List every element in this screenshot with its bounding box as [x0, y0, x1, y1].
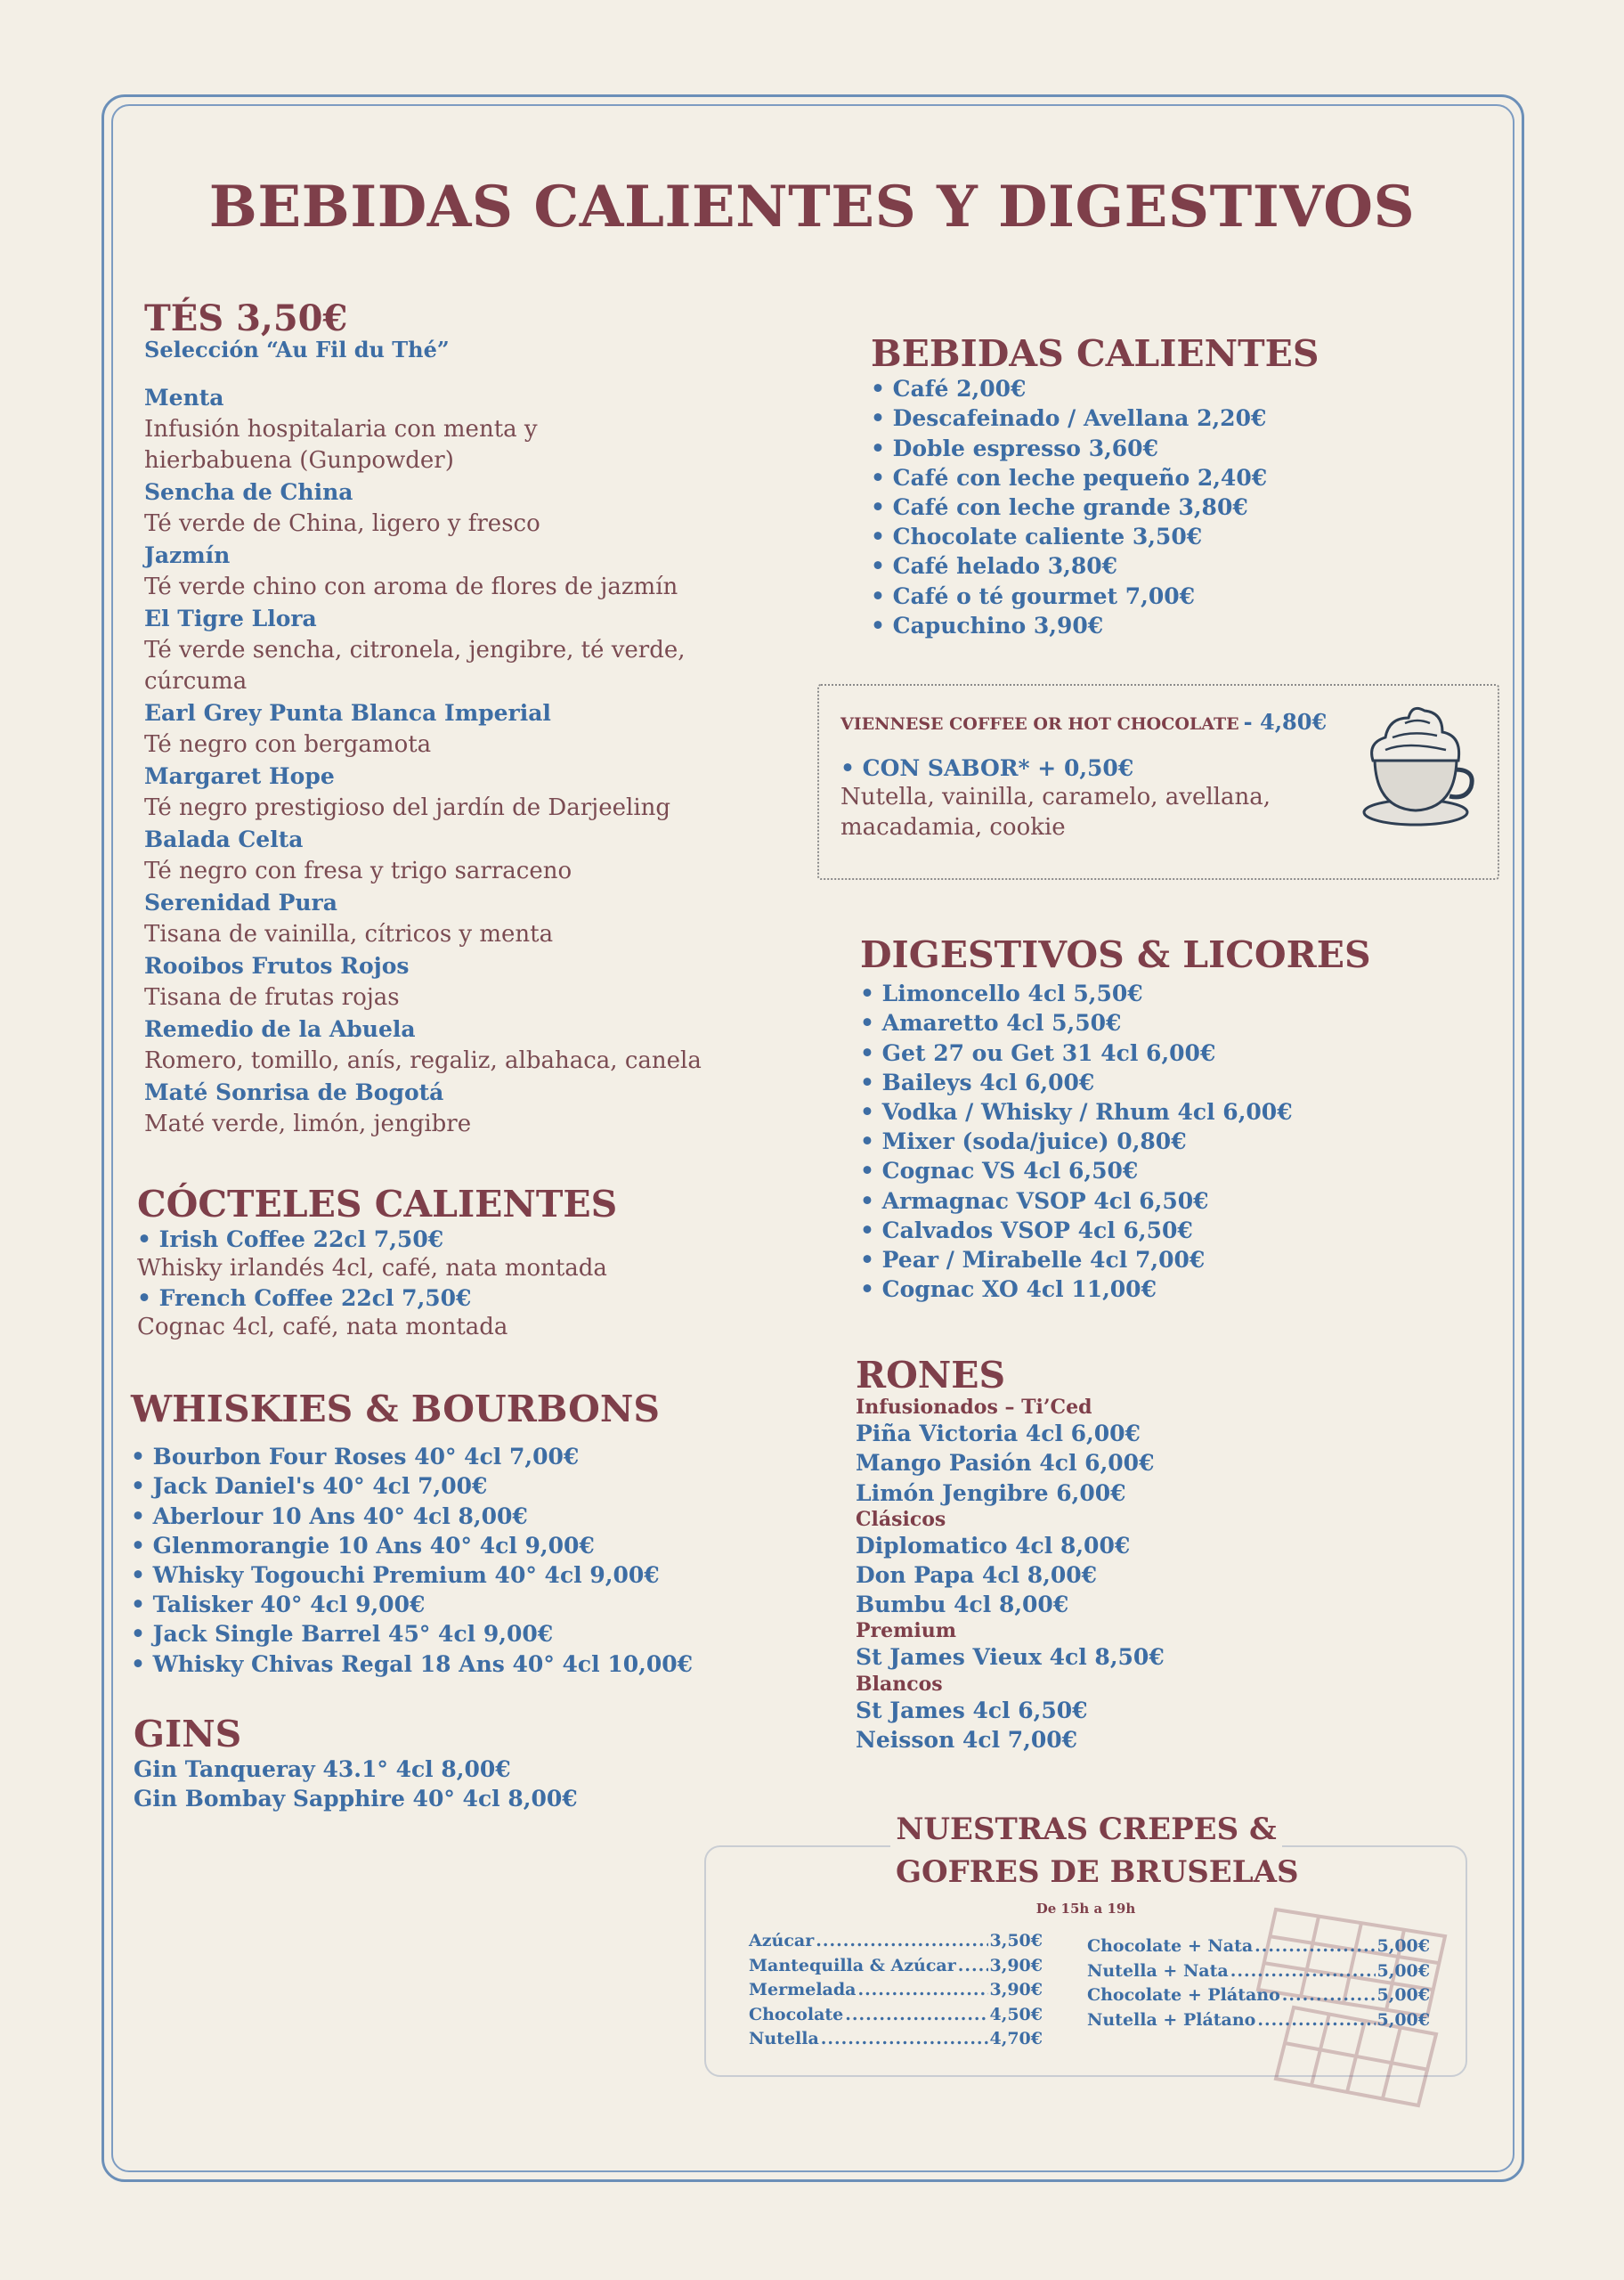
crepe-item [1087, 1983, 1430, 2008]
hot-drink-item: • Café con leche pequeño 2,40€ [871, 464, 1268, 491]
whisky-item: • Whisky Chivas Regal 18 Ans 40° 4cl 10,00€ [131, 1650, 694, 1677]
leader-dots [1257, 2008, 1375, 2033]
crepe-name: Nutella + Nata [1087, 1960, 1229, 1981]
cocktails-heading: CÓCTELES CALIENTES [137, 1183, 618, 1226]
crepe-item [1087, 1959, 1430, 1984]
teas-list [144, 382, 714, 1140]
leader-dots [1230, 1959, 1376, 1984]
rums-section [856, 1356, 1443, 1755]
leader-dots [816, 1929, 987, 1954]
tea-desc: Tisana de vainilla, cítricos y menta [144, 921, 554, 948]
whisky-item: • Glenmorangie 10 Ans 40° 4cl 9,00€ [131, 1532, 595, 1559]
teas-heading: TÉS 3,50€ [144, 297, 348, 339]
crepes-heading [890, 1808, 1299, 1893]
tea-name: Remedio de la Abuela [144, 1016, 416, 1042]
whisky-item: • Bourbon Four Roses 40° 4cl 7,00€ [131, 1444, 580, 1470]
crepe-price: 4,70€ [989, 2029, 1043, 2048]
tea-item [144, 382, 714, 476]
tea-desc: Infusión hospitalaria con menta y hierbabuena (Gunpowder) [144, 416, 538, 474]
tea-item [144, 540, 714, 603]
tea-desc: Té verde chino con aroma de flores de jazmín [144, 574, 678, 600]
cocktail-desc: Cognac 4cl, café, nata montada [137, 1314, 508, 1341]
leader-dots [1282, 1983, 1376, 2008]
hot-drink-item: • Café 2,00€ [871, 376, 1027, 403]
rum-item: Piña Victoria 4cl 6,00€ [856, 1421, 1141, 1447]
rum-item: Limón Jengibre 6,00€ [856, 1479, 1126, 1506]
crepe-price: 3,90€ [989, 1980, 1043, 1999]
coffee-cup-icon [1353, 698, 1478, 832]
tea-item [144, 887, 714, 950]
leader-dots [857, 1978, 987, 2003]
tea-desc: Romero, tomillo, anís, regaliz, albahaca, canela [144, 1047, 702, 1074]
crepe-name: Chocolate [749, 2004, 844, 2024]
crepes-left-list [749, 1929, 1043, 2052]
rum-item: Neisson 4cl 7,00€ [856, 1726, 1078, 1753]
crepe-item [749, 2003, 1043, 2028]
crepe-item [749, 1929, 1043, 1954]
tea-item [144, 603, 714, 697]
hot-drinks-heading: BEBIDAS CALIENTES [871, 332, 1320, 375]
crepe-name: Mantequilla & Azúcar [749, 1955, 956, 1975]
crepe-price: 5,00€ [1376, 1960, 1430, 1981]
tea-desc: Té negro prestigioso del jardín de Darjeeling [144, 794, 671, 821]
tea-item [144, 761, 714, 824]
leader-dots [821, 2027, 988, 2052]
rum-group-label: Infusionados – Ti’Ced [856, 1396, 1092, 1420]
whisky-item: • Jack Single Barrel 45° 4cl 9,00€ [131, 1621, 554, 1648]
leader-dots [845, 2003, 987, 2028]
teas-section [144, 299, 714, 1140]
crepe-item [749, 2027, 1043, 2052]
tea-name: Serenidad Pura [144, 890, 337, 916]
tea-name: Jazmín [144, 542, 231, 568]
whisky-item: • Aberlour 10 Ans 40° 4cl 8,00€ [131, 1502, 528, 1529]
digestives-section [860, 935, 1448, 1304]
rum-item: Mango Pasión 4cl 6,00€ [856, 1450, 1155, 1477]
rum-group-label: Clásicos [856, 1507, 946, 1531]
crepe-name: Azúcar [749, 1931, 815, 1950]
crepe-price: 3,90€ [989, 1955, 1043, 1975]
cocktails-section [137, 1185, 725, 1342]
tea-desc: Té verde sencha, citronela, jengibre, té verde, cúrcuma [144, 637, 686, 695]
crepe-name: Nutella + Plátano [1087, 2009, 1256, 2030]
digestive-item: • Get 27 ou Get 31 4cl 6,00€ [860, 1039, 1216, 1066]
hot-drink-item: • Café con leche grande 3,80€ [871, 493, 1248, 520]
digestive-item: • Vodka / Whisky / Rhum 4cl 6,00€ [860, 1098, 1293, 1125]
tea-item [144, 697, 714, 761]
crepe-price: 5,00€ [1376, 1936, 1430, 1956]
crepes-heading-line1: NUESTRAS CREPES & [896, 1812, 1277, 1847]
digestive-item: • Calvados VSOP 4cl 6,50€ [860, 1217, 1193, 1243]
digestive-item: • Limoncello 4cl 5,50€ [860, 981, 1143, 1007]
tea-name: Maté Sonrisa de Bogotá [144, 1079, 444, 1105]
hot-drinks-section [871, 334, 1449, 640]
gin-item: Gin Tanqueray 43.1° 4cl 8,00€ [134, 1756, 511, 1783]
digestive-item: • Cognac XO 4cl 11,00€ [860, 1276, 1157, 1303]
crepe-name: Chocolate + Plátano [1087, 1985, 1280, 2005]
tea-name: El Tigre Llora [144, 606, 317, 631]
hot-drink-item: • Descafeinado / Avellana 2,20€ [871, 405, 1267, 432]
whiskies-section [131, 1389, 736, 1679]
cocktail-desc: Whisky irlandés 4cl, café, nata montada [137, 1255, 607, 1282]
leader-dots [1255, 1934, 1375, 1959]
digestive-item: • Armagnac VSOP 4cl 6,50€ [860, 1187, 1209, 1214]
digestive-item: • Amaretto 4cl 5,50€ [860, 1010, 1122, 1037]
digestive-item: • Mixer (soda/juice) 0,80€ [860, 1128, 1187, 1155]
crepe-name: Nutella [749, 2029, 819, 2048]
tea-desc: Maté verde, limón, jengibre [144, 1111, 472, 1137]
hot-drink-item: • Café helado 3,80€ [871, 553, 1118, 580]
whisky-item: • Talisker 40° 4cl 9,00€ [131, 1592, 426, 1618]
page-title: BEBIDAS CALIENTES Y DIGESTIVOS [208, 174, 1416, 240]
rum-group-label: Premium [856, 1619, 957, 1643]
tea-name: Earl Grey Punta Blanca Imperial [144, 700, 551, 726]
hot-drink-item: • Doble espresso 3,60€ [871, 435, 1158, 461]
cocktail-name: • French Coffee 22cl 7,50€ [137, 1285, 472, 1312]
crepes-heading-line2: GOFRES DE BRUSELAS [896, 1854, 1299, 1890]
tea-name: Menta [144, 385, 224, 411]
digestive-item: • Cognac VS 4cl 6,50€ [860, 1158, 1139, 1185]
crepe-price: 5,00€ [1376, 1985, 1430, 2005]
tea-name: Balada Celta [144, 826, 304, 852]
viennese-box [817, 684, 1499, 880]
digestive-item: • Baileys 4cl 6,00€ [860, 1069, 1095, 1095]
tea-name: Sencha de China [144, 479, 353, 505]
crepe-price: 4,50€ [989, 2004, 1043, 2024]
crepe-price: 5,00€ [1376, 2009, 1430, 2030]
rum-item: Diplomatico 4cl 8,00€ [856, 1532, 1131, 1559]
crepes-hours: De 15h a 19h [1035, 1901, 1136, 1917]
tea-item [144, 476, 714, 540]
viennese-title-line [840, 709, 1327, 735]
rum-group-label: Blancos [856, 1672, 943, 1696]
tea-name: Margaret Hope [144, 763, 335, 789]
cocktail-name: • Irish Coffee 22cl 7,50€ [137, 1226, 444, 1253]
rum-item: St James Vieux 4cl 8,50€ [856, 1644, 1165, 1671]
tea-name: Rooibos Frutos Rojos [144, 953, 410, 979]
hot-drink-item: • Chocolate caliente 3,50€ [871, 524, 1203, 550]
hot-drink-item: • Café o té gourmet 7,00€ [871, 582, 1196, 609]
tea-desc: Té verde de China, ligero y fresco [144, 510, 540, 537]
rum-item: St James 4cl 6,50€ [856, 1697, 1088, 1723]
tea-item [144, 1077, 714, 1140]
digestive-item: • Pear / Mirabelle 4cl 7,00€ [860, 1246, 1206, 1273]
crepe-item [1087, 1934, 1430, 1959]
whisky-item: • Whisky Togouchi Premium 40° 4cl 9,00€ [131, 1561, 660, 1588]
crepes-right-list [1087, 1934, 1430, 2032]
crepe-item [1087, 2008, 1430, 2033]
crepe-name: Mermelada [749, 1980, 857, 1999]
rum-item: Don Papa 4cl 8,00€ [856, 1561, 1098, 1588]
gins-section [134, 1714, 668, 1814]
whisky-item: • Jack Daniel's 40° 4cl 7,00€ [131, 1473, 488, 1500]
viennese-label: VIENNESE COFFEE OR HOT CHOCOLATE [840, 714, 1239, 734]
tea-item [144, 824, 714, 887]
viennese-price: - 4,80€ [1243, 709, 1328, 735]
crepe-price: 3,50€ [989, 1931, 1043, 1950]
viennese-flavor: • CON SABOR* + 0,50€ [840, 755, 1134, 781]
tea-item [144, 950, 714, 1014]
digestives-heading: DIGESTIVOS & LICORES [860, 933, 1371, 976]
gins-heading: GINS [134, 1713, 242, 1755]
teas-subtitle: Selección “Au Fil du Thé” [144, 337, 450, 362]
rum-item: Bumbu 4cl 8,00€ [856, 1592, 1069, 1618]
whiskies-heading: WHISKIES & BOURBONS [131, 1388, 660, 1430]
leader-dots [958, 1954, 988, 1979]
tea-desc: Tisana de frutas rojas [144, 984, 400, 1011]
tea-desc: Té negro con fresa y trigo sarraceno [144, 858, 572, 884]
crepe-item [749, 1954, 1043, 1979]
hot-drink-item: • Capuchino 3,90€ [871, 612, 1104, 639]
gin-item: Gin Bombay Sapphire 40° 4cl 8,00€ [134, 1786, 578, 1812]
crepe-item [749, 1978, 1043, 2003]
crepe-name: Chocolate + Nata [1087, 1936, 1254, 1956]
tea-desc: Té negro con bergamota [144, 731, 432, 758]
rums-heading: RONES [856, 1354, 1006, 1396]
viennese-flavor-desc: Nutella, vainilla, caramelo, avellana, macadamia, cookie [840, 784, 1271, 841]
tea-item [144, 1014, 714, 1077]
